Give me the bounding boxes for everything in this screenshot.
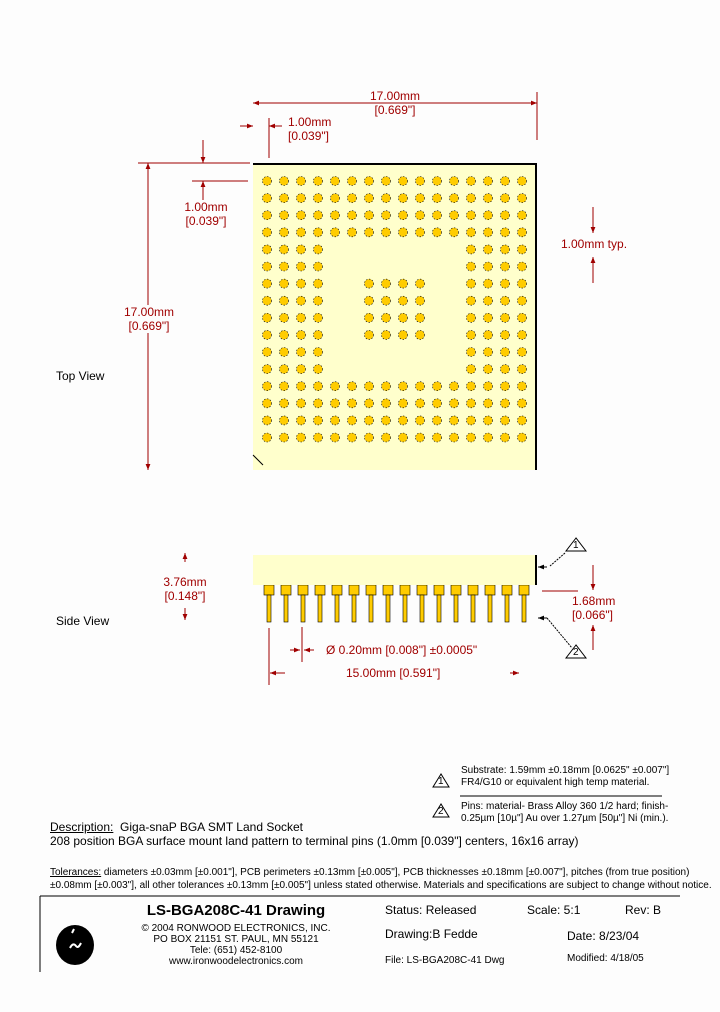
side-view-label: Side View bbox=[56, 614, 110, 628]
note-1 bbox=[461, 765, 669, 789]
drawn-by: Drawing:B Fedde bbox=[385, 927, 478, 941]
width-dim-in: [0.669"] bbox=[374, 103, 416, 117]
top-view-label: Top View bbox=[56, 369, 105, 383]
description-title: Giga-snaP BGA SMT Land Socket bbox=[120, 820, 304, 834]
tolerances bbox=[50, 866, 712, 892]
note-1-line2: FR4/G10 or equivalent high temp material. bbox=[461, 777, 650, 788]
x-offset-dim bbox=[288, 115, 331, 143]
note-1-legend-marker: 1 bbox=[438, 776, 444, 787]
note-2-line2: 0.25µm [10µ"] Au over 1.27µm [50µ"] Ni (min.). bbox=[461, 813, 669, 824]
note-2-marker: 2 bbox=[573, 647, 579, 658]
file-name: File: LS-BGA208C-41 Dwg bbox=[385, 955, 505, 966]
height-dim bbox=[114, 305, 184, 333]
side-height-in: [0.148"] bbox=[164, 589, 206, 603]
height-dim-mm: 17.00mm bbox=[123, 305, 175, 319]
pin-length-in: [0.066"] bbox=[572, 608, 613, 622]
tolerances-line2: ±0.08mm [±0.003"], all other tolerances ±0.13mm [±0.005"] unless stated otherwise. Materials and specifications are subject to change without notice. bbox=[50, 880, 712, 891]
pin-diameter-dim: Ø 0.20mm [0.008"] ±0.0005" bbox=[326, 643, 478, 657]
span-dim: 15.00mm [0.591"] bbox=[346, 666, 441, 680]
y-offset-dim bbox=[176, 200, 236, 228]
bga-board-side-view bbox=[253, 555, 537, 585]
drawing-title: LS-BGA208C-41 Drawing bbox=[146, 902, 326, 919]
note-1-marker: 1 bbox=[573, 540, 579, 551]
tolerances-label: Tolerances: bbox=[50, 867, 102, 878]
side-height-mm: 3.76mm bbox=[163, 575, 207, 589]
side-height-dim bbox=[160, 575, 210, 603]
note-2-legend-marker: 2 bbox=[438, 806, 444, 817]
description-label: Description: bbox=[50, 820, 114, 834]
tolerances-line1: diameters ±0.03mm [±0.001"], PCB perimeters ±0.13mm [±0.005"], PCB thicknesses ±0.18mm [±0.007"], pitches (from true position) bbox=[101, 867, 690, 878]
height-dim-in: [0.669"] bbox=[128, 319, 170, 333]
width-dim-mm: 17.00mm bbox=[369, 89, 421, 103]
pin-length-dim bbox=[572, 594, 615, 622]
company-address: PO BOX 21151 ST. PAUL, MN 55121 bbox=[153, 934, 319, 945]
note-1-line1: Substrate: 1.59mm ±0.18mm [0.0625" ±0.007"] bbox=[461, 765, 670, 776]
x-offset-in: [0.039"] bbox=[288, 129, 329, 143]
modified-date: Modified: 4/18/05 bbox=[567, 953, 644, 964]
y-offset-in: [0.039"] bbox=[185, 214, 227, 228]
note-2-line1: Pins: material- Brass Alloy 360 1/2 hard; finish- bbox=[461, 801, 669, 812]
date: Date: 8/23/04 bbox=[567, 929, 640, 943]
scale: Scale: 5:1 bbox=[527, 903, 581, 917]
description bbox=[50, 820, 579, 848]
revision: Rev: B bbox=[625, 903, 662, 917]
pin-length-mm: 1.68mm bbox=[572, 594, 616, 608]
width-dim bbox=[360, 89, 430, 117]
company-info bbox=[126, 923, 346, 967]
company-website[interactable]: www.ironwoodelectronics.com bbox=[169, 956, 303, 967]
pitch-dim: 1.00mm typ. bbox=[561, 237, 628, 251]
y-offset-mm: 1.00mm bbox=[184, 200, 228, 214]
status: Status: Released bbox=[385, 903, 477, 917]
terminal-pins bbox=[253, 585, 537, 625]
description-detail: 208 position BGA surface mount land pattern to terminal pins (1.0mm [0.039"] centers, 16x16 array) bbox=[50, 834, 579, 848]
company-phone: Tele: (651) 452-8100 bbox=[189, 945, 283, 956]
company-name: © 2004 RONWOOD ELECTRONICS, INC. bbox=[141, 923, 331, 934]
x-offset-mm: 1.00mm bbox=[288, 115, 332, 129]
